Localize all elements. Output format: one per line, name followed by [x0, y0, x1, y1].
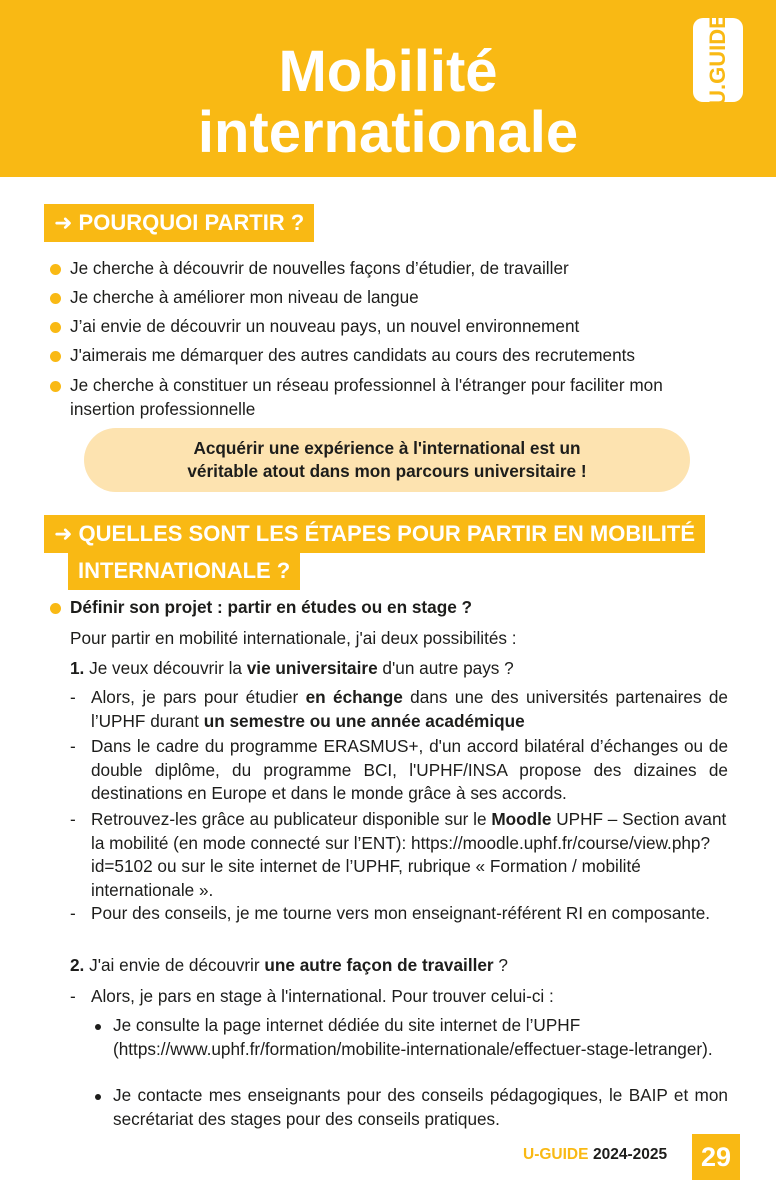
option-2-text: J'ai envie de découvrir: [84, 955, 265, 975]
moodle-text-end: UPHF – Section avant la mobilité (en mode connecté sur l’ENT): https://moodle.uphf.fr/course/view.php?id=5102 ou sur le site internet de l’UPHF, rubrique « Formation / mobilité internationale ».: [91, 809, 727, 900]
exchange-bold: en échange: [305, 687, 403, 707]
section-heading-steps: ➜ QUELLES SONT LES ÉTAPES POUR PARTIR EN MOBILITÉ: [44, 515, 705, 553]
exchange-text-mid: dans une des universités partenaires de l’UPHF durant: [91, 687, 728, 731]
option-1-number: 1.: [70, 658, 85, 678]
option-1-item-exchange: [91, 686, 728, 733]
exchange-text: Alors, je pars pour étudier: [91, 687, 306, 707]
page-title-line1: Mobilité: [278, 39, 498, 104]
project-bullet-title: Définir son projet : partir en études ou en stage ?: [70, 597, 473, 617]
option-2-bold: une autre façon de travailler: [264, 955, 494, 975]
option-2-number: 2.: [70, 955, 85, 975]
option-1: [70, 657, 514, 681]
sub-item-website: Je consulte la page internet dédiée du site internet de l’UPHF (https://www.uphf.fr/formation/mobilite-internationale/effectuer-stage-letranger).: [113, 1015, 713, 1059]
section-heading-steps-line2: INTERNATIONALE ?: [68, 552, 300, 590]
page-header: [0, 0, 776, 177]
option-1-bold: vie universitaire: [246, 658, 378, 678]
sub-item-contacts: Je contacte mes enseignants pour des conseils pédagogiques, le BAIP et mon secrétariat des stages pour des conseils pratiques.: [113, 1085, 728, 1129]
bullet-dot: [50, 264, 61, 275]
option-1-end: d'un autre pays ?: [377, 658, 514, 678]
bullet-dot: [50, 603, 61, 614]
section-heading-why: ➜ POURQUOI PARTIR ?: [44, 204, 314, 242]
bullet-dot: [50, 322, 61, 333]
footer-brand: U-GUIDE: [523, 1146, 589, 1163]
sub-bullet-dot: [95, 1094, 101, 1100]
option-2-end: ?: [493, 955, 508, 975]
option-1-item-advice: Pour des conseils, je me tourne vers mon enseignant-référent RI en composante.: [91, 903, 711, 923]
option-2: [70, 954, 508, 978]
sub-bullet-dot: [95, 1024, 101, 1030]
page-title-line2: internationale: [197, 100, 579, 165]
dash-marker: -: [70, 687, 76, 707]
intro-text: Pour partir en mobilité internationale, j'ai deux possibilités :: [70, 628, 517, 648]
bullet-dot: [50, 381, 61, 392]
dash-marker: -: [70, 903, 76, 923]
uguide-logo: [693, 14, 743, 106]
option-2-item-internship: Alors, je pars en stage à l'international. Pour trouver celui-ci :: [91, 986, 554, 1006]
exchange-duration: un semestre ou une année académique: [203, 710, 525, 731]
uguide-logo-text: U.GUIDE: [705, 14, 730, 106]
moodle-bold: Moodle: [491, 809, 552, 829]
dash-marker: -: [70, 736, 76, 756]
option-1-text: Je veux découvrir la: [84, 658, 247, 678]
reason-item: Je cherche à découvrir de nouvelles façons d’étudier, de travailler: [70, 258, 569, 278]
bullet-dot: [50, 351, 61, 362]
option-1-item-programs: Dans le cadre du programme ERASMUS+, d'un accord bilatéral d’échanges ou de double diplôme, du programme BCI, l'UPHF/INSA propose des dizaines de destinations en Europe et dans le monde grâce à ses accords.: [91, 736, 728, 803]
bullet-dot: [50, 293, 61, 304]
callout-text: Acquérir une expérience à l'international est un véritable atout dans mon parcours universitaire !: [187, 438, 587, 481]
page-number: 29: [692, 1134, 740, 1180]
moodle-text: Retrouvez-les grâce au publicateur disponible sur le: [91, 809, 492, 829]
callout-box: [84, 428, 690, 492]
reason-item: Je cherche à constituer un réseau professionnel à l'étranger pour faciliter mon insertion professionnelle: [70, 375, 663, 419]
reason-item: J’ai envie de découvrir un nouveau pays, un nouvel environnement: [70, 316, 580, 336]
dash-marker: -: [70, 809, 76, 829]
reason-item: Je cherche à améliorer mon niveau de langue: [70, 287, 419, 307]
option-1-item-moodle: [91, 808, 728, 902]
dash-marker: -: [70, 986, 76, 1006]
reason-item: J'aimerais me démarquer des autres candidats au cours des recrutements: [70, 345, 636, 365]
footer-year: 2024-2025: [593, 1146, 668, 1163]
